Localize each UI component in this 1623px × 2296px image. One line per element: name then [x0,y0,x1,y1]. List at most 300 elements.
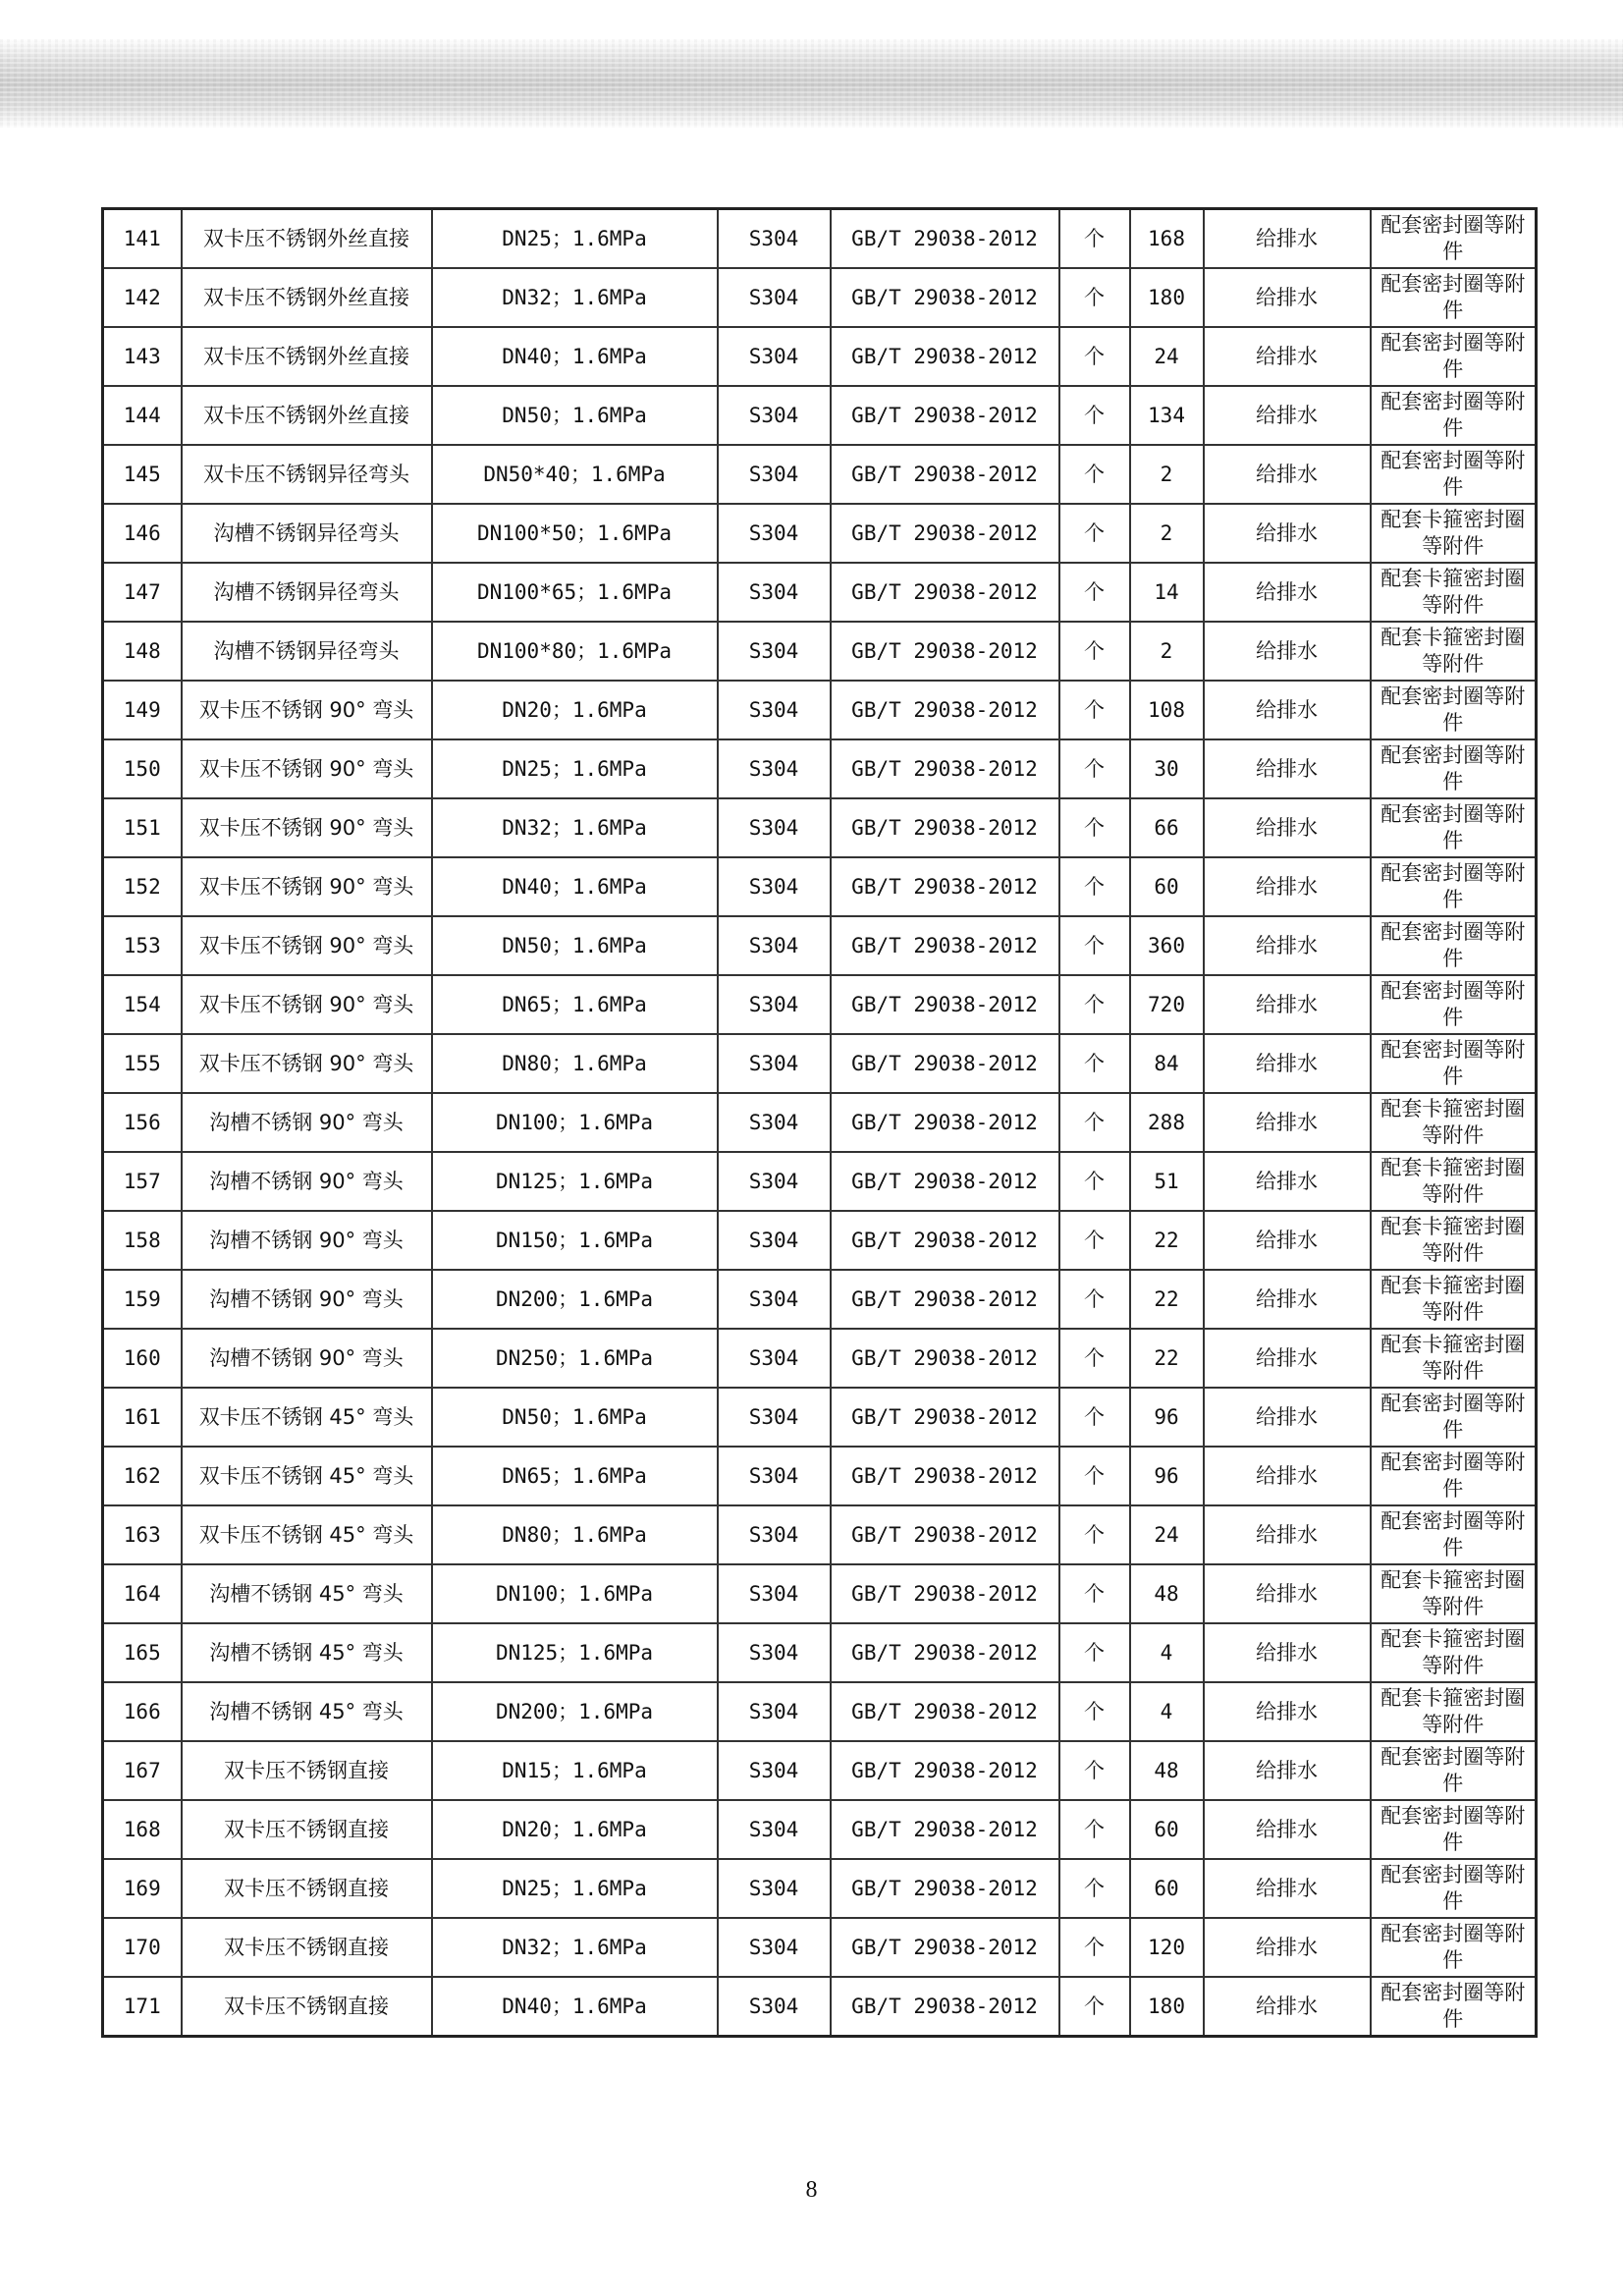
item-quantity: 180 [1130,1977,1204,2037]
row-number: 150 [103,739,182,798]
item-spec: DN100；1.6MPa [432,1093,718,1152]
item-material: S304 [718,1800,831,1859]
item-usage: 给排水 [1204,1859,1371,1918]
row-number: 168 [103,1800,182,1859]
item-standard: GB/T 29038-2012 [831,681,1059,739]
row-number: 153 [103,916,182,975]
item-name: 双卡压不锈钢外丝直接 [182,268,432,327]
table-row [103,1564,1537,1623]
item-name: 双卡压不锈钢 45° 弯头 [182,1388,432,1447]
item-material: S304 [718,386,831,445]
item-quantity: 2 [1130,504,1204,563]
item-name: 双卡压不锈钢外丝直接 [182,386,432,445]
item-material: S304 [718,1329,831,1388]
item-spec: DN32；1.6MPa [432,268,718,327]
item-material: S304 [718,1977,831,2037]
item-quantity: 96 [1130,1447,1204,1505]
item-note: 配套密封圈等附件 [1371,386,1537,445]
row-number: 166 [103,1682,182,1741]
item-usage: 给排水 [1204,268,1371,327]
item-quantity: 134 [1130,386,1204,445]
table-row [103,1918,1537,1977]
item-name: 沟槽不锈钢异径弯头 [182,622,432,681]
item-note: 配套密封圈等附件 [1371,916,1537,975]
item-spec: DN40；1.6MPa [432,327,718,386]
item-material: S304 [718,1093,831,1152]
item-note: 配套密封圈等附件 [1371,857,1537,916]
table-row [103,1505,1537,1564]
item-spec: DN250；1.6MPa [432,1329,718,1388]
item-name: 双卡压不锈钢 90° 弯头 [182,857,432,916]
row-number: 159 [103,1270,182,1329]
item-name: 沟槽不锈钢 90° 弯头 [182,1329,432,1388]
item-spec: DN100*65；1.6MPa [432,563,718,622]
item-unit: 个 [1059,1329,1130,1388]
item-material: S304 [718,1211,831,1270]
item-unit: 个 [1059,504,1130,563]
item-spec: DN200；1.6MPa [432,1270,718,1329]
row-number: 162 [103,1447,182,1505]
table-row [103,209,1537,269]
item-standard: GB/T 29038-2012 [831,916,1059,975]
item-note: 配套卡箍密封圈等附件 [1371,622,1537,681]
item-quantity: 60 [1130,857,1204,916]
item-name: 沟槽不锈钢 90° 弯头 [182,1152,432,1211]
item-standard: GB/T 29038-2012 [831,1447,1059,1505]
item-note: 配套密封圈等附件 [1371,975,1537,1034]
table-row [103,563,1537,622]
item-spec: DN40；1.6MPa [432,857,718,916]
item-standard: GB/T 29038-2012 [831,504,1059,563]
row-number: 152 [103,857,182,916]
table-row [103,1388,1537,1447]
item-quantity: 60 [1130,1859,1204,1918]
item-material: S304 [718,1270,831,1329]
item-name: 沟槽不锈钢 90° 弯头 [182,1211,432,1270]
item-standard: GB/T 29038-2012 [831,1093,1059,1152]
item-name: 双卡压不锈钢 45° 弯头 [182,1447,432,1505]
item-usage: 给排水 [1204,1270,1371,1329]
item-standard: GB/T 29038-2012 [831,268,1059,327]
item-spec: DN32；1.6MPa [432,798,718,857]
materials-table [101,207,1538,2038]
table-row [103,857,1537,916]
item-standard: GB/T 29038-2012 [831,798,1059,857]
row-number: 148 [103,622,182,681]
item-standard: GB/T 29038-2012 [831,1564,1059,1623]
item-unit: 个 [1059,1447,1130,1505]
item-usage: 给排水 [1204,1211,1371,1270]
row-number: 169 [103,1859,182,1918]
row-number: 157 [103,1152,182,1211]
item-spec: DN80；1.6MPa [432,1034,718,1093]
item-usage: 给排水 [1204,1329,1371,1388]
item-spec: DN15；1.6MPa [432,1741,718,1800]
item-name: 双卡压不锈钢 90° 弯头 [182,739,432,798]
item-unit: 个 [1059,1505,1130,1564]
item-spec: DN25；1.6MPa [432,739,718,798]
item-material: S304 [718,622,831,681]
item-spec: DN65；1.6MPa [432,1447,718,1505]
item-quantity: 180 [1130,268,1204,327]
item-quantity: 60 [1130,1800,1204,1859]
item-usage: 给排水 [1204,1623,1371,1682]
item-quantity: 360 [1130,916,1204,975]
item-quantity: 2 [1130,622,1204,681]
item-name: 双卡压不锈钢 90° 弯头 [182,681,432,739]
item-name: 沟槽不锈钢 45° 弯头 [182,1682,432,1741]
item-usage: 给排水 [1204,327,1371,386]
table-row [103,916,1537,975]
item-usage: 给排水 [1204,1977,1371,2037]
table-row [103,1800,1537,1859]
item-quantity: 4 [1130,1623,1204,1682]
item-name: 双卡压不锈钢直接 [182,1918,432,1977]
item-quantity: 24 [1130,327,1204,386]
row-number: 160 [103,1329,182,1388]
table-row [103,975,1537,1034]
item-material: S304 [718,327,831,386]
table-row [103,798,1537,857]
item-spec: DN100*80；1.6MPa [432,622,718,681]
item-note: 配套密封圈等附件 [1371,1800,1537,1859]
item-unit: 个 [1059,563,1130,622]
item-standard: GB/T 29038-2012 [831,1329,1059,1388]
item-quantity: 66 [1130,798,1204,857]
item-quantity: 14 [1130,563,1204,622]
item-name: 双卡压不锈钢 90° 弯头 [182,1034,432,1093]
row-number: 154 [103,975,182,1034]
item-spec: DN80；1.6MPa [432,1505,718,1564]
row-number: 146 [103,504,182,563]
item-quantity: 48 [1130,1564,1204,1623]
item-quantity: 30 [1130,739,1204,798]
item-name: 沟槽不锈钢 45° 弯头 [182,1564,432,1623]
item-usage: 给排水 [1204,504,1371,563]
item-spec: DN20；1.6MPa [432,681,718,739]
item-standard: GB/T 29038-2012 [831,1977,1059,2037]
table-row [103,681,1537,739]
item-note: 配套卡箍密封圈等附件 [1371,1329,1537,1388]
item-quantity: 22 [1130,1329,1204,1388]
item-quantity: 2 [1130,445,1204,504]
item-note: 配套卡箍密封圈等附件 [1371,1270,1537,1329]
item-quantity: 120 [1130,1918,1204,1977]
item-standard: GB/T 29038-2012 [831,1505,1059,1564]
item-usage: 给排水 [1204,209,1371,269]
item-usage: 给排水 [1204,916,1371,975]
item-material: S304 [718,975,831,1034]
item-material: S304 [718,1623,831,1682]
item-standard: GB/T 29038-2012 [831,209,1059,269]
item-usage: 给排水 [1204,1564,1371,1623]
item-unit: 个 [1059,916,1130,975]
item-usage: 给排水 [1204,1034,1371,1093]
item-quantity: 48 [1130,1741,1204,1800]
item-note: 配套密封圈等附件 [1371,1034,1537,1093]
item-spec: DN100；1.6MPa [432,1564,718,1623]
item-unit: 个 [1059,268,1130,327]
item-standard: GB/T 29038-2012 [831,1270,1059,1329]
item-name: 双卡压不锈钢外丝直接 [182,327,432,386]
item-spec: DN125；1.6MPa [432,1152,718,1211]
item-unit: 个 [1059,1800,1130,1859]
item-spec: DN50；1.6MPa [432,916,718,975]
item-material: S304 [718,1447,831,1505]
item-usage: 给排水 [1204,1388,1371,1447]
item-name: 双卡压不锈钢外丝直接 [182,209,432,269]
table-row [103,1977,1537,2037]
item-unit: 个 [1059,1270,1130,1329]
table-row [103,1152,1537,1211]
item-unit: 个 [1059,1741,1130,1800]
item-quantity: 168 [1130,209,1204,269]
item-usage: 给排水 [1204,563,1371,622]
item-quantity: 22 [1130,1270,1204,1329]
row-number: 143 [103,327,182,386]
page-number: 8 [805,2177,818,2203]
item-quantity: 22 [1130,1211,1204,1270]
row-number: 144 [103,386,182,445]
item-usage: 给排水 [1204,975,1371,1034]
item-material: S304 [718,1388,831,1447]
item-name: 沟槽不锈钢异径弯头 [182,563,432,622]
table-row [103,739,1537,798]
table-body [103,209,1537,2037]
item-spec: DN65；1.6MPa [432,975,718,1034]
item-unit: 个 [1059,1211,1130,1270]
table-row [103,1859,1537,1918]
table-row [103,1270,1537,1329]
item-note: 配套密封圈等附件 [1371,681,1537,739]
item-usage: 给排水 [1204,386,1371,445]
item-usage: 给排水 [1204,857,1371,916]
item-unit: 个 [1059,1564,1130,1623]
item-unit: 个 [1059,1682,1130,1741]
item-name: 双卡压不锈钢 90° 弯头 [182,798,432,857]
item-unit: 个 [1059,1918,1130,1977]
item-standard: GB/T 29038-2012 [831,1800,1059,1859]
item-material: S304 [718,1034,831,1093]
item-usage: 给排水 [1204,1918,1371,1977]
item-usage: 给排水 [1204,739,1371,798]
item-name: 双卡压不锈钢 90° 弯头 [182,916,432,975]
item-material: S304 [718,504,831,563]
item-usage: 给排水 [1204,1682,1371,1741]
item-material: S304 [718,268,831,327]
item-spec: DN50；1.6MPa [432,386,718,445]
item-standard: GB/T 29038-2012 [831,386,1059,445]
item-spec: DN25；1.6MPa [432,209,718,269]
item-spec: DN50；1.6MPa [432,1388,718,1447]
item-usage: 给排水 [1204,1800,1371,1859]
item-spec: DN40；1.6MPa [432,1977,718,2037]
item-material: S304 [718,857,831,916]
item-unit: 个 [1059,975,1130,1034]
item-quantity: 84 [1130,1034,1204,1093]
table-row [103,1741,1537,1800]
row-number: 142 [103,268,182,327]
row-number: 164 [103,1564,182,1623]
item-standard: GB/T 29038-2012 [831,563,1059,622]
item-material: S304 [718,445,831,504]
item-material: S304 [718,1505,831,1564]
table-row [103,1093,1537,1152]
item-material: S304 [718,1741,831,1800]
item-unit: 个 [1059,445,1130,504]
item-name: 沟槽不锈钢异径弯头 [182,504,432,563]
item-unit: 个 [1059,1859,1130,1918]
item-quantity: 720 [1130,975,1204,1034]
item-standard: GB/T 29038-2012 [831,1682,1059,1741]
row-number: 165 [103,1623,182,1682]
item-name: 双卡压不锈钢 90° 弯头 [182,975,432,1034]
item-usage: 给排水 [1204,1093,1371,1152]
item-material: S304 [718,1152,831,1211]
item-unit: 个 [1059,209,1130,269]
item-note: 配套密封圈等附件 [1371,1918,1537,1977]
row-number: 155 [103,1034,182,1093]
item-material: S304 [718,1918,831,1977]
item-unit: 个 [1059,622,1130,681]
table-row [103,1211,1537,1270]
row-number: 141 [103,209,182,269]
item-quantity: 24 [1130,1505,1204,1564]
item-spec: DN50*40；1.6MPa [432,445,718,504]
item-spec: DN100*50；1.6MPa [432,504,718,563]
row-number: 156 [103,1093,182,1152]
item-unit: 个 [1059,1977,1130,2037]
table-row [103,1329,1537,1388]
item-note: 配套卡箍密封圈等附件 [1371,1093,1537,1152]
item-material: S304 [718,798,831,857]
item-note: 配套密封圈等附件 [1371,798,1537,857]
item-standard: GB/T 29038-2012 [831,622,1059,681]
item-quantity: 4 [1130,1682,1204,1741]
item-standard: GB/T 29038-2012 [831,1918,1059,1977]
row-number: 171 [103,1977,182,2037]
item-spec: DN150；1.6MPa [432,1211,718,1270]
item-note: 配套卡箍密封圈等附件 [1371,1564,1537,1623]
item-spec: DN125；1.6MPa [432,1623,718,1682]
item-note: 配套卡箍密封圈等附件 [1371,504,1537,563]
row-number: 158 [103,1211,182,1270]
item-quantity: 288 [1130,1093,1204,1152]
item-standard: GB/T 29038-2012 [831,857,1059,916]
item-note: 配套密封圈等附件 [1371,209,1537,269]
item-note: 配套密封圈等附件 [1371,1447,1537,1505]
item-standard: GB/T 29038-2012 [831,739,1059,798]
item-unit: 个 [1059,1152,1130,1211]
table-row [103,622,1537,681]
item-standard: GB/T 29038-2012 [831,1741,1059,1800]
scan-artifact-band [0,39,1623,128]
item-material: S304 [718,1682,831,1741]
row-number: 145 [103,445,182,504]
item-spec: DN32；1.6MPa [432,1918,718,1977]
item-standard: GB/T 29038-2012 [831,445,1059,504]
item-unit: 个 [1059,681,1130,739]
item-unit: 个 [1059,1388,1130,1447]
item-material: S304 [718,739,831,798]
item-usage: 给排水 [1204,1447,1371,1505]
item-standard: GB/T 29038-2012 [831,1859,1059,1918]
item-quantity: 96 [1130,1388,1204,1447]
item-note: 配套密封圈等附件 [1371,1388,1537,1447]
item-standard: GB/T 29038-2012 [831,1034,1059,1093]
item-name: 双卡压不锈钢直接 [182,1859,432,1918]
item-standard: GB/T 29038-2012 [831,1152,1059,1211]
item-spec: DN20；1.6MPa [432,1800,718,1859]
item-usage: 给排水 [1204,1152,1371,1211]
item-unit: 个 [1059,1623,1130,1682]
item-standard: GB/T 29038-2012 [831,1623,1059,1682]
item-material: S304 [718,916,831,975]
item-standard: GB/T 29038-2012 [831,1388,1059,1447]
item-note: 配套密封圈等附件 [1371,445,1537,504]
item-unit: 个 [1059,857,1130,916]
item-name: 沟槽不锈钢 90° 弯头 [182,1093,432,1152]
item-unit: 个 [1059,1034,1130,1093]
item-material: S304 [718,1564,831,1623]
item-note: 配套密封圈等附件 [1371,1977,1537,2037]
row-number: 147 [103,563,182,622]
item-note: 配套密封圈等附件 [1371,268,1537,327]
item-standard: GB/T 29038-2012 [831,975,1059,1034]
item-name: 沟槽不锈钢 90° 弯头 [182,1270,432,1329]
item-usage: 给排水 [1204,681,1371,739]
item-usage: 给排水 [1204,1741,1371,1800]
item-unit: 个 [1059,327,1130,386]
item-note: 配套卡箍密封圈等附件 [1371,1682,1537,1741]
item-material: S304 [718,563,831,622]
item-standard: GB/T 29038-2012 [831,1211,1059,1270]
item-note: 配套卡箍密封圈等附件 [1371,563,1537,622]
item-note: 配套密封圈等附件 [1371,739,1537,798]
item-material: S304 [718,1859,831,1918]
item-standard: GB/T 29038-2012 [831,327,1059,386]
item-unit: 个 [1059,386,1130,445]
table-row [103,445,1537,504]
item-note: 配套密封圈等附件 [1371,1859,1537,1918]
item-quantity: 108 [1130,681,1204,739]
item-name: 双卡压不锈钢异径弯头 [182,445,432,504]
item-spec: DN200；1.6MPa [432,1682,718,1741]
item-note: 配套密封圈等附件 [1371,1741,1537,1800]
row-number: 167 [103,1741,182,1800]
table-row [103,268,1537,327]
table-row [103,1682,1537,1741]
item-usage: 给排水 [1204,798,1371,857]
item-name: 双卡压不锈钢 45° 弯头 [182,1505,432,1564]
item-material: S304 [718,209,831,269]
item-quantity: 51 [1130,1152,1204,1211]
item-name: 双卡压不锈钢直接 [182,1977,432,2037]
item-unit: 个 [1059,739,1130,798]
table-row [103,504,1537,563]
item-name: 沟槽不锈钢 45° 弯头 [182,1623,432,1682]
row-number: 163 [103,1505,182,1564]
item-material: S304 [718,681,831,739]
table-row [103,327,1537,386]
item-note: 配套卡箍密封圈等附件 [1371,1211,1537,1270]
row-number: 149 [103,681,182,739]
item-name: 双卡压不锈钢直接 [182,1800,432,1859]
row-number: 161 [103,1388,182,1447]
item-usage: 给排水 [1204,445,1371,504]
table-row [103,1447,1537,1505]
item-usage: 给排水 [1204,1505,1371,1564]
